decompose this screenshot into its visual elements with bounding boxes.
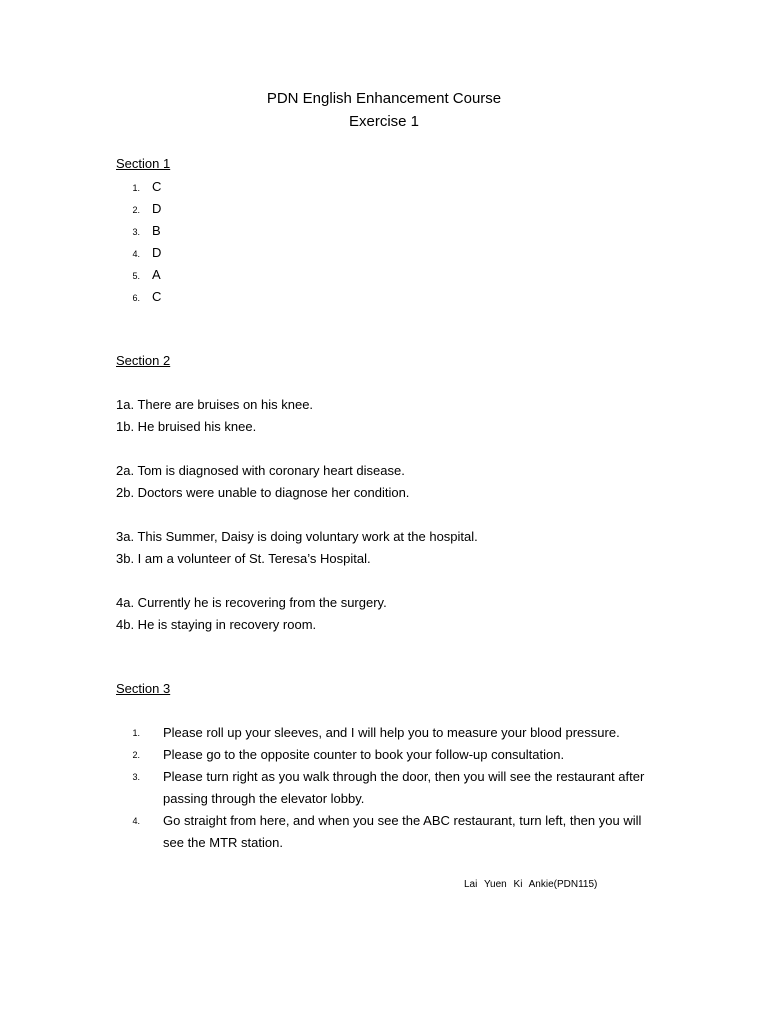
item-number: 2. xyxy=(132,750,140,760)
list-item xyxy=(116,744,656,766)
sentence-4b: 4b. He is staying in recovery room. xyxy=(116,617,317,632)
list-item xyxy=(116,176,161,198)
item-number: 1. xyxy=(132,183,140,193)
item-text: Please go to the opposite counter to book your follow-up consultation. xyxy=(163,747,565,762)
list-item xyxy=(116,220,161,242)
sentence-2a: 2a. Tom is diagnosed with coronary heart disease. xyxy=(116,463,405,478)
item-text: Please roll up your sleeves, and I will help you to measure your blood pressure. xyxy=(163,725,620,740)
list-item xyxy=(116,766,656,810)
item-number: 3. xyxy=(132,227,140,237)
section-1-heading: Section 1 xyxy=(116,156,171,171)
sentence-2b: 2b. Doctors were unable to diagnose her condition. xyxy=(116,485,410,500)
sentence-3a: 3a. This Summer, Daisy is doing voluntary work at the hospital. xyxy=(116,529,478,544)
sentence-1b: 1b. He bruised his knee. xyxy=(116,419,257,434)
sentence-4a: 4a. Currently he is recovering from the surgery. xyxy=(116,595,387,610)
item-text: Go straight from here, and when you see the ABC restaurant, turn left, then you will see the MTR station. xyxy=(163,813,642,850)
answer-value: B xyxy=(152,223,161,238)
item-text: Please turn right as you walk through the door, then you will see the restaurant after passing through the elevator lobby. xyxy=(163,769,645,806)
sentence-1a: 1a. There are bruises on his knee. xyxy=(116,397,314,412)
item-number: 4. xyxy=(132,816,140,826)
answer-value: A xyxy=(152,267,161,282)
item-number: 3. xyxy=(132,772,140,782)
list-item xyxy=(116,264,161,286)
list-item xyxy=(116,810,656,854)
section-1-answer-list xyxy=(116,176,161,308)
document-subtitle: Exercise 1 xyxy=(348,113,420,130)
item-number: 5. xyxy=(132,271,140,281)
list-item xyxy=(116,286,161,308)
document-title: PDN English Enhancement Course xyxy=(266,90,502,107)
item-number: 6. xyxy=(132,293,140,303)
list-item xyxy=(116,722,656,744)
answer-value: D xyxy=(152,245,162,260)
answer-value: C xyxy=(152,179,162,194)
section-3-list xyxy=(116,722,656,854)
list-item xyxy=(116,242,161,264)
section-3-heading: Section 3 xyxy=(116,681,171,696)
list-item xyxy=(116,198,161,220)
item-number: 2. xyxy=(132,205,140,215)
section-2-heading: Section 2 xyxy=(116,353,171,368)
sentence-3b: 3b. I am a volunteer of St. Teresa’s Hospital. xyxy=(116,551,371,566)
item-number: 1. xyxy=(132,728,140,738)
author-signature: Lai Yuen Ki Ankie(PDN115) xyxy=(464,879,598,890)
item-number: 4. xyxy=(132,249,140,259)
answer-value: C xyxy=(152,289,162,304)
answer-value: D xyxy=(152,201,162,216)
